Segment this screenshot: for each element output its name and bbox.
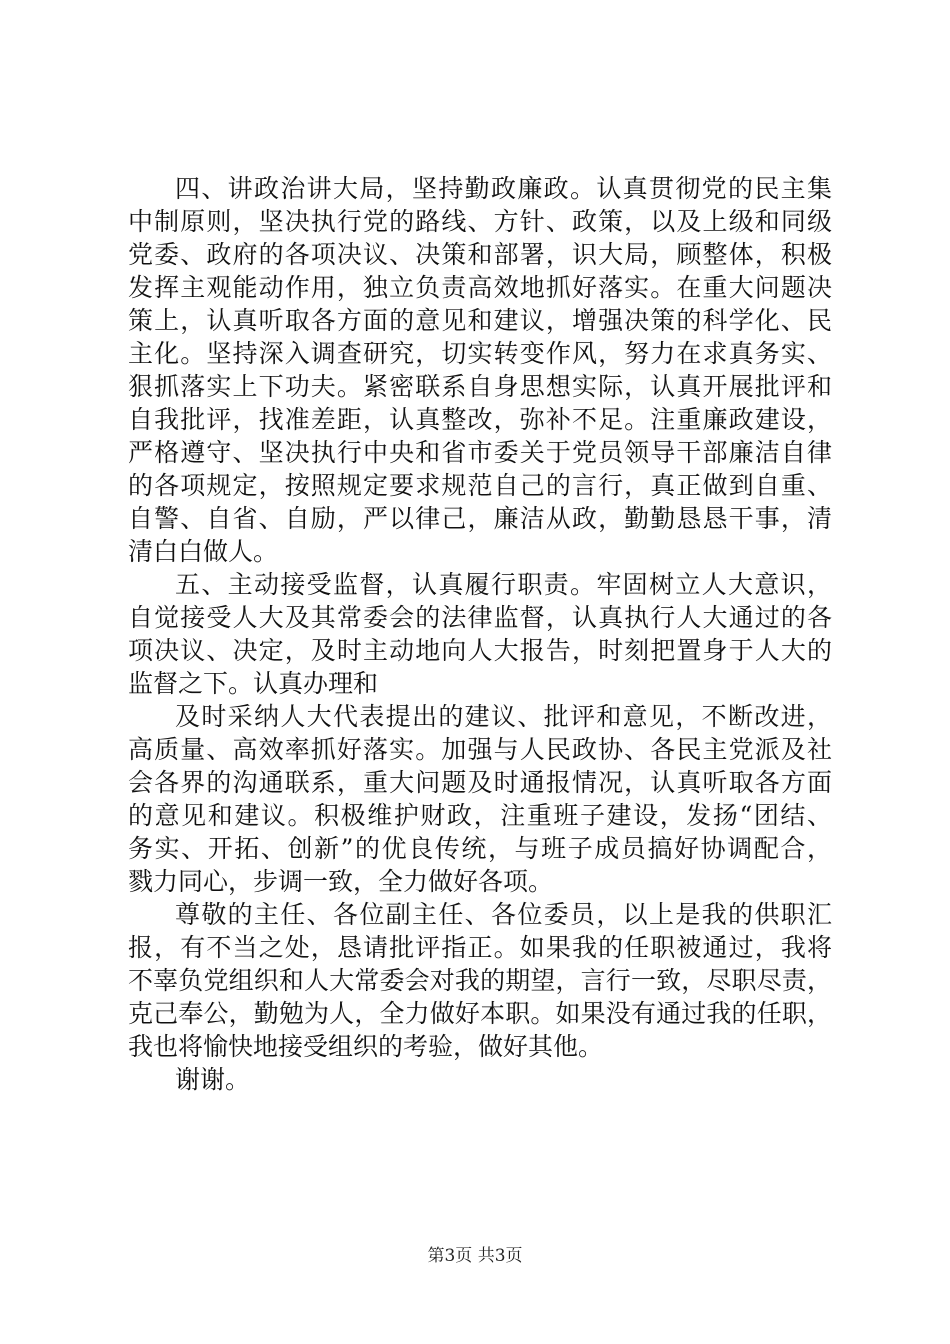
text-line: 我也将愉快地接受组织的考验，做好其他。 bbox=[128, 1032, 604, 1061]
text-line: 党委、政府的各项决议、决策和部署，识大局，顾整体，积极 bbox=[128, 240, 832, 269]
document-body bbox=[128, 172, 832, 1096]
text-line: 谢谢。 bbox=[175, 1065, 251, 1094]
text-line: 报，有不当之处，恳请批评指正。如果我的任职被通过，我将 bbox=[128, 933, 832, 962]
text-line: 自我批评，找准差距，认真整改，弥补不足。注重廉政建设， bbox=[128, 405, 832, 434]
page-footer: 第3页 共3页 bbox=[427, 1246, 523, 1266]
text-line: 五、主动接受监督，认真履行职责。牢固树立人大意识， bbox=[175, 570, 832, 599]
text-line: 清白白做人。 bbox=[128, 537, 279, 566]
text-line: 克己奉公，勤勉为人，全力做好本职。如果没有通过我的任职， bbox=[128, 999, 832, 1028]
text-line: 四、讲政治讲大局，坚持勤政廉政。认真贯彻党的民主集 bbox=[175, 174, 832, 203]
text-line: 高质量、高效率抓好落实。加强与人民政协、各民主党派及社 bbox=[128, 735, 832, 764]
text-line: 不辜负党组织和人大常委会对我的期望，言行一致，尽职尽责， bbox=[128, 966, 832, 995]
text-line: 主化。坚持深入调查研究，切实转变作风，努力在求真务实、 bbox=[128, 339, 832, 368]
text-line: 狠抓落实上下功夫。紧密联系自身思想实际，认真开展批评和 bbox=[128, 372, 832, 401]
text-line: 的意见和建议。积极维护财政，注重班子建设，发扬“团结、 bbox=[128, 801, 832, 830]
text-line: 项决议、决定，及时主动地向人大报告，时刻把置身于人大的 bbox=[128, 636, 832, 665]
text-line: 戮力同心，步调一致，全力做好各项。 bbox=[128, 867, 554, 896]
text-line: 发挥主观能动作用，独立负责高效地抓好落实。在重大问题决 bbox=[128, 273, 832, 302]
text-line: 务实、开拓、创新”的优良传统，与班子成员搞好协调配合， bbox=[128, 834, 832, 863]
text-line: 及时采纳人大代表提出的建议、批评和意见，不断改进， bbox=[175, 702, 832, 731]
text-line: 会各界的沟通联系，重大问题及时通报情况，认真听取各方面 bbox=[128, 768, 832, 797]
text-line: 策上，认真听取各方面的意见和建议，增强决策的科学化、民 bbox=[128, 306, 832, 335]
text-line: 中制原则，坚决执行党的路线、方针、政策，以及上级和同级 bbox=[128, 207, 832, 236]
text-line: 自觉接受人大及其常委会的法律监督，认真执行人大通过的各 bbox=[128, 603, 832, 632]
text-line: 尊敬的主任、各位副主任、各位委员，以上是我的供职汇 bbox=[175, 900, 832, 929]
text-line: 的各项规定，按照规定要求规范自己的言行，真正做到自重、 bbox=[128, 471, 832, 500]
text-line: 自警、自省、自励，严以律己，廉洁从政，勤勤恳恳干事，清 bbox=[128, 504, 832, 533]
text-line: 监督之下。认真办理和 bbox=[128, 669, 379, 698]
text-line: 严格遵守、坚决执行中央和省市委关于党员领导干部廉洁自律 bbox=[128, 438, 832, 467]
